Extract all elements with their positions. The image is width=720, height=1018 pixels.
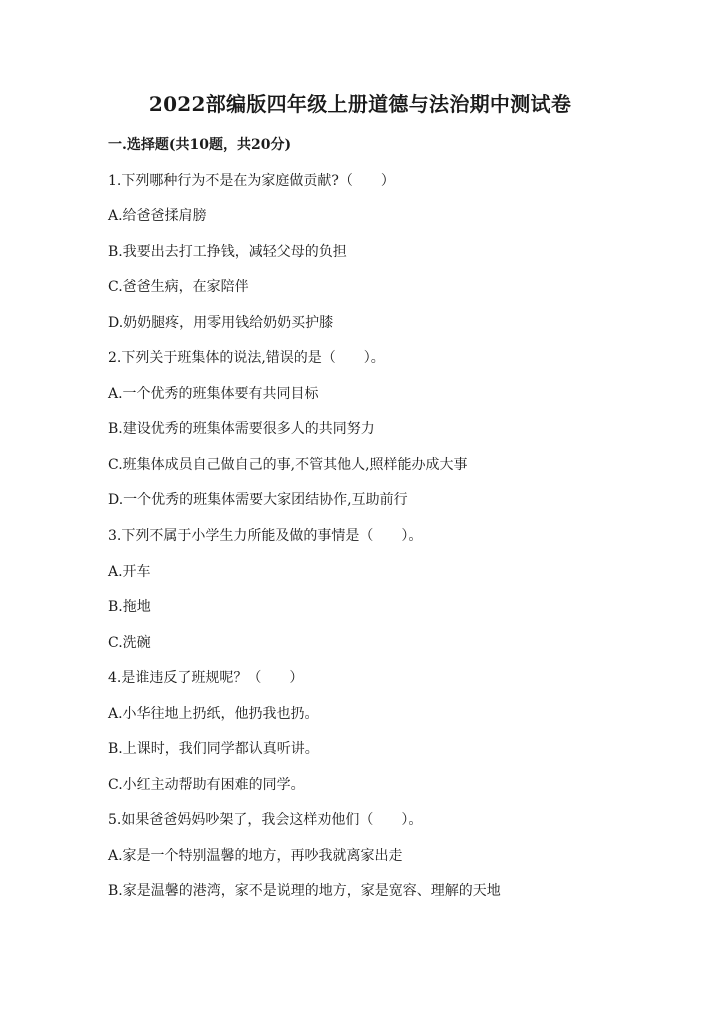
question-2-option-c: C.班集体成员自己做自己的事,不管其他人,照样能办成大事 bbox=[108, 457, 468, 473]
question-2-option-b: B.建设优秀的班集体需要很多人的共同努力 bbox=[108, 421, 375, 437]
question-2-option-d: D.一个优秀的班集体需要大家团结协作,互助前行 bbox=[108, 492, 408, 508]
question-4-stem: 4.是谁违反了班规呢？（ ） bbox=[108, 670, 304, 686]
question-4-option-b: B.上课时，我们同学都认真听讲。 bbox=[108, 741, 319, 757]
question-2-option-a: A.一个优秀的班集体要有共同目标 bbox=[108, 386, 319, 402]
question-1-option-b: B.我要出去打工挣钱，减轻父母的负担 bbox=[108, 244, 347, 260]
question-1-option-c: C.爸爸生病，在家陪伴 bbox=[108, 279, 249, 295]
question-2-stem: 2.下列关于班集体的说法,错误的是（ ）。 bbox=[108, 350, 385, 366]
question-1-stem: 1.下列哪种行为不是在为家庭做贡献?（ ） bbox=[108, 173, 395, 189]
question-1-option-d: D.奶奶腿疼，用零用钱给奶奶买护膝 bbox=[108, 315, 334, 331]
question-5-stem: 5.如果爸爸妈妈吵架了，我会这样劝他们（ ）。 bbox=[108, 812, 423, 828]
question-3-option-b: B.拖地 bbox=[108, 599, 151, 615]
page-title: 2022部编版四年级上册道德与法治期中测试卷 bbox=[148, 92, 572, 116]
question-4-option-a: A.小华往地上扔纸，他扔我也扔。 bbox=[108, 706, 319, 722]
question-3-option-c: C.洗碗 bbox=[108, 635, 151, 651]
question-1-option-a: A.给爸爸揉肩膀 bbox=[108, 208, 207, 224]
question-4-option-c: C.小红主动帮助有困难的同学。 bbox=[108, 777, 305, 793]
question-5-option-a: A.家是一个特别温馨的地方，再吵我就离家出走 bbox=[108, 848, 403, 864]
question-3-stem: 3.下列不属于小学生力所能及做的事情是（ ）。 bbox=[108, 528, 423, 544]
question-3-option-a: A.开车 bbox=[108, 564, 151, 580]
question-5-option-b: B.家是温馨的港湾，家不是说理的地方，家是宽容、理解的天地 bbox=[108, 883, 501, 899]
section-heading: 一.选择题(共10题，共20分) bbox=[108, 137, 292, 153]
